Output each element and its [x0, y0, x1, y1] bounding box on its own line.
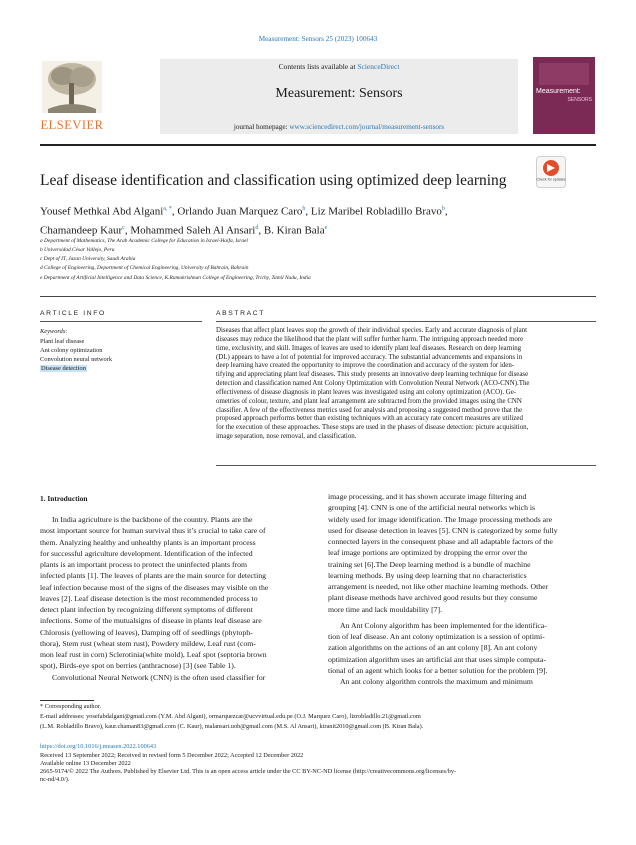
- author[interactable]: Mohammed Saleh Al Ansari: [130, 224, 256, 237]
- available-online: Available online 13 December 2022: [40, 760, 131, 767]
- author[interactable]: Liz Maribel Robladillo Bravo: [310, 205, 442, 218]
- footnote-rule: [40, 700, 94, 701]
- homepage-link[interactable]: www.sciencedirect.com/journal/measurement-sensors: [289, 123, 445, 131]
- corresponding-author-note: * Corresponding author.: [40, 703, 102, 710]
- affiliation: c Dept of IT, Jazan University, Saudi Arabia: [40, 256, 136, 262]
- divider: [40, 296, 596, 297]
- cover-art: [539, 63, 589, 85]
- keyword-selected[interactable]: Disease detection: [41, 365, 86, 372]
- affiliation: a Department of Mathematics, The Arab Academic College for Education in Israel-Haifa, Israel: [40, 238, 248, 244]
- keywords-label: Keywords:: [40, 328, 68, 335]
- affiliation: e Department of Artificial Intelligence and Data Science, K.Ramakrishnan College of Engineering, Trichy, Tamil Nadu, India: [40, 275, 311, 281]
- email-addresses: E-mail addresses: yosefabdalgani@gmail.com (Y.M. Abd Algani), ormarquezcar@ucvvirtual.edu.pe (O.J. Marquez Caro), lizrobladillo.21@gmail.com: [40, 713, 421, 720]
- author[interactable]: Orlando Juan Marquez Caro: [177, 205, 303, 218]
- header-rule: [40, 144, 596, 146]
- abstract-bottom-rule: [216, 465, 596, 466]
- email-addresses-cont: (L.M. Robladillo Bravo), kaur.chaman83@gmail.com (C. Kaur), malansari.uob@gmail.com (M.S. Al Ansari), kiranit2010@gmail.com (B. Kiran Bala).: [40, 723, 424, 730]
- received-dates: Received 13 September 2022; Received in revised form 5 December 2022; Accepted 12 December 2022: [40, 752, 304, 759]
- article-title: Leaf disease identification and classification using optimized deep learning: [40, 172, 507, 189]
- author[interactable]: Chamandeep Kaur: [40, 224, 123, 237]
- journal-homepage: journal homepage: www.sciencedirect.com/journal/measurement-sensors: [233, 123, 445, 131]
- doi-link[interactable]: https://doi.org/10.1016/j.measen.2022.100643: [40, 743, 157, 750]
- sciencedirect-link[interactable]: ScienceDirect: [357, 62, 400, 71]
- elsevier-logo: [38, 59, 106, 134]
- body-column-left: In India agriculture is the backbone of the country. Plants are the most important source for human survival thus it’s crucial to take care of them. Analyzing healthy and unhealthy plants is an important process for successful agriculture development. Identification of the infected plants is an important process to protect the uninfected plants from infected plants [1]. The leaves of plants are the main source for detecting leaf infection because most of the signs of the diseases may visible on the leaves [2]. Leaf disease detection is the most recommended process to detect plant infection by recognizing different symptoms of different infections. Some of the mutualsigns of disease in plants leaf disease are Chlorosis (yellowing of leaves), Damping off of seedlings (phytoph- thora), Stem rust (wheat stem rust), Powdery mildew, Leaf rust (com- mon leaf rust in corn) Sclerotinia(white mold), Leaf spot (septoria brown spot), Birds-eye spot on berries (anthracnose) [3] (see Table 1). Convolutional Neural Network (CNN) is the often used classifier for: [40, 515, 269, 682]
- section-heading: 1. Introduction: [40, 494, 88, 503]
- journal-cover[interactable]: [533, 57, 595, 134]
- article-info-heading: ARTICLE INFO: [40, 310, 106, 317]
- keyword[interactable]: Ant colony optimization: [40, 347, 103, 354]
- keyword[interactable]: Convolution neural network: [40, 356, 113, 363]
- cover-subtitle: SENSORS: [567, 97, 592, 103]
- license-line: 2665-9174/© 2022 The Authors. Published by Elsevier Ltd. This is an open access article under the CC BY-NC-ND license (http://creativecommons.org/licenses/by-: [40, 768, 457, 775]
- contents-line: Contents lists available at ScienceDirect: [278, 62, 400, 71]
- journal-reference[interactable]: Measurement: Sensors 25 (2023) 100643: [258, 35, 378, 43]
- body-column-right: image processing, and it has shown accurate image filtering and grouping [4]. CNN is one of the artificial neural networks which is widely used for image identification. The Image processing methods are used for disease detection in leaves [5]. CNN is categorized by some fully connected layers in the consequent phase and all adaptable factors of the leaf image portions are optimized by dropping the error over the training set [6].The Deep learning method is a bundle of machine learning methods. By using deep learning that no characteristics arrangement is needed, not like other machine learning methods. Other plant disease methods have archived good results but they consume more time and lack mouldability [7]. An Ant Colony algorithm has been implemented for the identifica- tion of leaf disease. An ant colony optimization is a session of optimi- zation algorithms on the actions of an ant colony [8]. An ant colony optimization algorithm uses an artificial ant that uses simple computa- tional of an agent which looks for a better solution for the problem [9]. An ant colony algorithm controls the maximum and minimum: [328, 492, 558, 686]
- keyword[interactable]: Plant leaf disease: [40, 338, 85, 345]
- license-line-cont: nc-nd/4.0/).: [40, 776, 70, 783]
- abstract-text: Diseases that affect plant leaves stop the growth of their individual species. Early and accurate diagnosis of plant diseases may reduce the likelihood that the plant will suffer further harm. The intriguing approach needed more time, exclusivity, and skill. Images of leaves are used to identify plant leaf diseases. Research on deep learning (DL) appears to have a lot of potential for improved accuracy. The substantial advancements and expansions in deep learning have created the opportunity to improve the coordination and accuracy of the system for iden- tifying and appreciating plant leaf diseases. This study presents an innovative deep learning technique for disease detection and classification named Ant Colony Optimization with Convolution Neural Network (ACO-CNN).The effectiveness of disease diagnosis in plant leaves was investigated using ant colony optimization (ACO). Ge- ometries of colour, texture, and plant leaf arrangement are subtracted from the provided images using the CNN classifier. A few of the effectiveness metrics used for analysis and proposing a suggested method prove that the proposed approach performs better than existing techniques with an accuracy rate concert measures are utilized for the execution of these approaches. These steps are used in the phases of disease detection: picture acquisition, image separation, nose removal, and classification.: [216, 327, 530, 441]
- journal-title: Measurement: Sensors: [275, 86, 403, 101]
- article-info-rule: [40, 321, 202, 322]
- cover-title: Measurement:: [536, 88, 581, 95]
- author-list: Yousef Methkal Abd Algani$^{a, *}$, Orlando Juan Marquez Caro$^b$, Liz Maribel Robladillo Bravo$^b$, Chamandeep Kaur$^c$, Mohammed Saleh Al Ansari$^d$, B. Kiran Bala$^e$: [40, 205, 448, 237]
- check-for-updates-badge[interactable]: [536, 156, 566, 188]
- affiliation: d College of Engineering, Department of Chemical Engineering, University of Bahrain, Bahrain: [40, 265, 249, 271]
- check-badge-label: Check for updates: [536, 177, 566, 182]
- affiliation: b Universidad César Vallejo, Peru: [40, 247, 115, 253]
- abstract-rule: [216, 321, 596, 322]
- author[interactable]: Yousef Methkal Abd Algani: [40, 205, 164, 218]
- abstract-heading: ABSTRACT: [216, 310, 266, 317]
- elsevier-logo-text: ELSEVIER: [40, 118, 104, 132]
- author[interactable]: B. Kiran Bala: [263, 224, 325, 237]
